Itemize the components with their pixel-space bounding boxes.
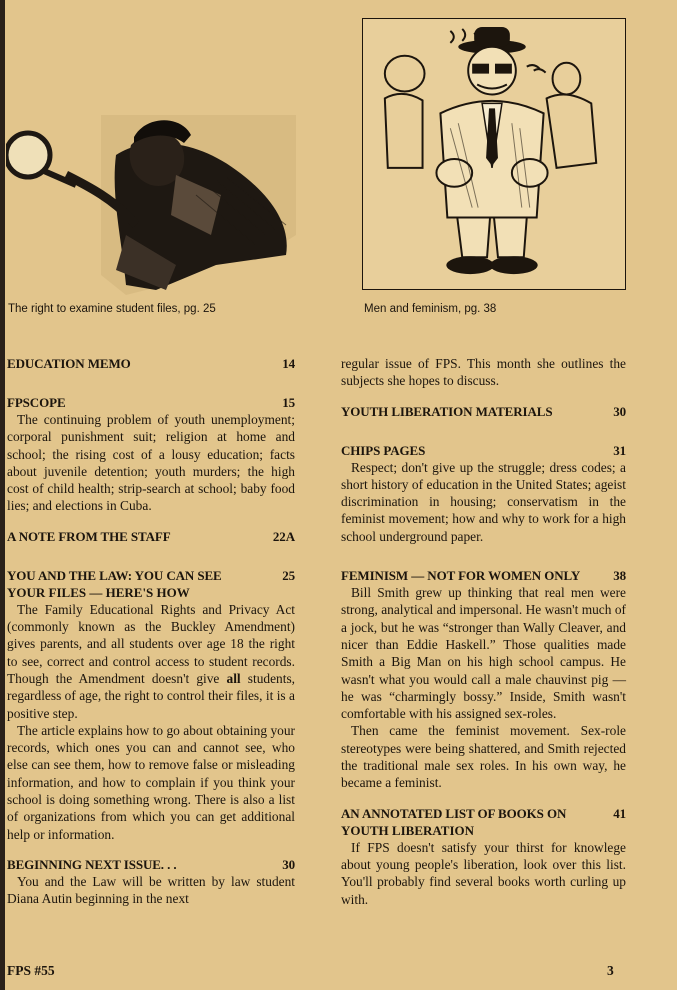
- entry-page: 14: [282, 356, 295, 371]
- entry-page: 22A: [272, 528, 295, 544]
- entry-page: 15: [282, 395, 295, 410]
- entry-title: CHIPS PAGES: [341, 442, 426, 458]
- law-description-1: The Family Educational Rights and Privacy Act (commonly known as the Buckley Amendment) gives parents, and all students over age 18 the right to see, correct and control access to student records. Though the Amendment doesn't give all students, regardless of age, the right to control their files, it is a positive step.: [7, 601, 295, 721]
- fpscope-description: The continuing problem of youth unemployment; corporal punishment suit; religion at home and school; the rising cost of a lousy education; facts about juvenile detention; youth murders; the high cost of child health; strip-search at school; baby food lies; and elections in Cuba.: [7, 412, 295, 514]
- entry-title: FPSCOPE: [7, 395, 66, 410]
- entry-title: BEGINNING NEXT ISSUE. . .: [7, 856, 177, 872]
- entry-page: 30: [282, 856, 295, 872]
- entry-page: 30: [613, 403, 626, 419]
- left-illustration-caption: The right to examine student files, pg. 25: [8, 303, 216, 315]
- toc-entry-beginning-next-issue[interactable]: [7, 856, 295, 873]
- toc-entry-youth-liberation-materials[interactable]: [341, 403, 626, 420]
- page-spine-edge: [0, 0, 5, 990]
- feminism-description-2: Then came the feminist movement. Sex-role stereotypes were being shattered, and Smith rejected the traditional male sex roles. In his own way, he became a feminist.: [341, 723, 626, 791]
- entry-title: EDUCATION MEMO: [7, 356, 131, 371]
- left-column: [7, 355, 295, 908]
- chips-description: Respect; don't give up the struggle; dress codes; a short history of education in the United States; ageist discrimination in housing; conservatism in the feminist movement; how and why to work for a high school underground paper.: [341, 459, 626, 544]
- entry-page: 31: [613, 442, 626, 458]
- right-column: [341, 355, 626, 908]
- entry-title-line2: YOUR FILES — HERE'S HOW: [7, 584, 190, 600]
- page-number: 3: [607, 963, 614, 978]
- detective-illustration: [6, 115, 296, 295]
- toc-entry-note-from-staff[interactable]: [7, 528, 295, 545]
- toc-entry-chips-pages[interactable]: [341, 442, 626, 459]
- cartoon-man-illustration: [362, 18, 626, 290]
- entry-page: 25: [282, 567, 295, 583]
- law-description-2: The article explains how to go about obtaining your records, which ones you can and cannot see, who else can see them, how to remove false or misleading information, and how to complain if you think your school is doing something wrong. There is also a list of organizations from which you can get additional help or information.: [7, 722, 295, 842]
- feminism-description-1: Bill Smith grew up thinking that real men were strong, analytical and impersonal. He wasn't much of a jock, but he was “stronger than Wally Cleaver, and nicer than Eddie Haskell.” Those qualities made Smith a Big Man on his high school campus. He wasn't what you would call a male chauvinst pig — he was “charmingly bossy.” Inside, Smith wasn't comfortable with his assigned sex-roles.: [341, 585, 626, 722]
- toc-entry-you-and-the-law[interactable]: [7, 567, 295, 584]
- next-issue-description: You and the Law will be written by law student Diana Autin beginning in the next: [7, 873, 295, 907]
- entry-page: 41: [613, 805, 626, 821]
- issue-number: FPS #55: [7, 963, 55, 978]
- entry-title: YOUTH LIBERATION MATERIALS: [341, 403, 553, 419]
- right-illustration-caption: Men and feminism, pg. 38: [364, 303, 497, 315]
- entry-title: A NOTE FROM THE STAFF: [7, 528, 171, 544]
- entry-title: FEMINISM — NOT FOR WOMEN ONLY: [341, 568, 581, 584]
- toc-entry-annotated-books[interactable]: [341, 805, 626, 822]
- entry-page: 38: [613, 568, 626, 584]
- toc-entry-education-memo[interactable]: [7, 355, 295, 372]
- books-description: If FPS doesn't satisfy your thirst for knowlege about young people's liberation, look over this list. You'll probably find several books worth curling up with.: [341, 839, 626, 907]
- entry-title-line2: YOUTH LIBERATION: [341, 822, 475, 838]
- next-issue-continuation: regular issue of FPS. This month she outlines the subjects she hopes to discuss.: [341, 356, 626, 389]
- entry-title-line1: AN ANNOTATED LIST OF BOOKS ON: [341, 805, 567, 821]
- toc-entry-fpscope[interactable]: [7, 394, 295, 411]
- entry-title-line1: YOU AND THE LAW: YOU CAN SEE: [7, 567, 222, 583]
- toc-entry-feminism[interactable]: [341, 567, 626, 584]
